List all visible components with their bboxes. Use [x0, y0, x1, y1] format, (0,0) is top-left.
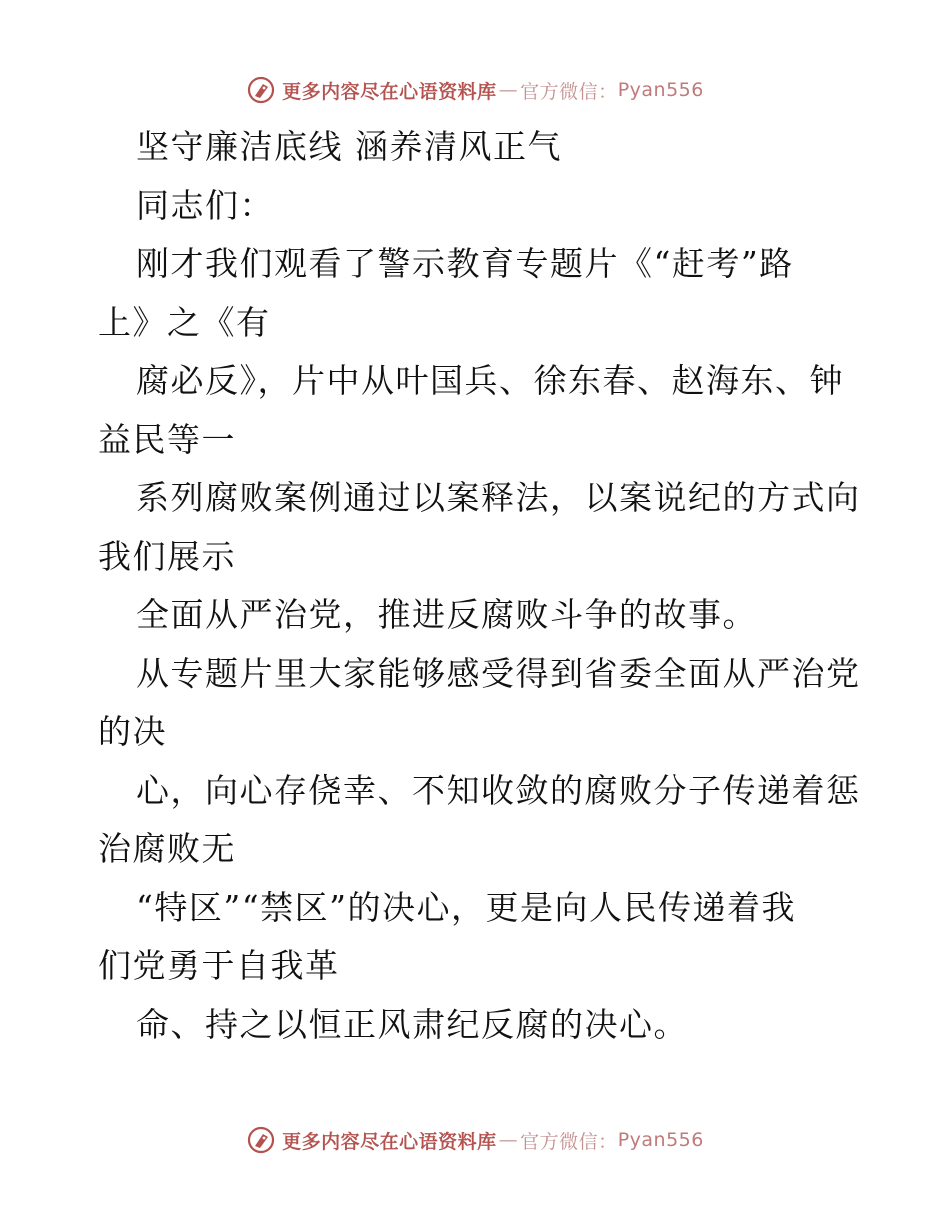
watermark-label: 官方微信：: [520, 80, 618, 103]
text-line: 心，向心存侥幸、不知收敛的腐败分子传递着惩: [136, 770, 861, 810]
text-line: 刚才我们观看了警示教育专题片《“赶考”路: [136, 244, 794, 283]
watermark-brand: 更多内容尽在心语资料库: [282, 80, 497, 103]
text-line: 从专题片里大家能够感受得到省委全面从严治党: [136, 653, 861, 693]
text-line: 全面从严治党，推进反腐败斗争的故事。: [136, 595, 757, 634]
text-line: 的决: [98, 712, 167, 751]
salutation: 同志们：: [136, 185, 274, 225]
watermark-label: 官方微信：: [520, 1130, 618, 1153]
text-line: 们党勇于自我革: [98, 946, 340, 985]
pen-nib-icon: [246, 1125, 276, 1155]
text-line: “特区”“禁区”的决心，更是向人民传递着我: [136, 887, 796, 927]
text-line: 上》之《有: [98, 302, 271, 342]
watermark-wechat-id: Pyan556: [617, 79, 704, 101]
watermark-dash: —: [498, 1129, 519, 1151]
watermark-brand: 更多内容尽在心语资料库: [282, 1130, 497, 1153]
text-line: 命、持之以恒正风肃纪反腐的决心。: [136, 1004, 688, 1044]
text-line: 我们展示: [98, 536, 236, 576]
footer-watermark: [0, 1120, 950, 1160]
pen-nib-icon: [246, 75, 276, 105]
text-line: 益民等一: [98, 419, 236, 459]
document-body: [98, 118, 861, 1054]
text-line: 腐必反》，片中从叶国兵、徐东春、赵海东、钟: [136, 361, 844, 400]
watermark-wechat-id: Pyan556: [617, 1129, 704, 1151]
document-title: 坚守廉洁底线 涵养清风正气: [136, 127, 562, 166]
text-line: 系列腐败案例通过以案释法，以案说纪的方式向: [136, 478, 861, 517]
text-line: 治腐败无: [98, 829, 236, 868]
watermark-dash: —: [498, 79, 519, 101]
header-watermark: [0, 70, 950, 110]
